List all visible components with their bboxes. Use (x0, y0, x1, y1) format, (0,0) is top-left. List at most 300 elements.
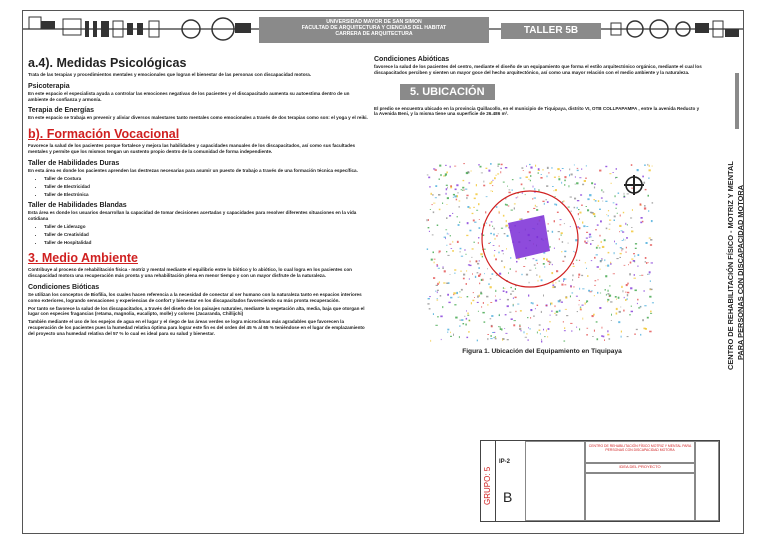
map-speck (508, 192, 510, 194)
map-speck (536, 209, 538, 211)
map-speck (482, 279, 483, 281)
map-speck (435, 197, 437, 198)
map-speck (609, 229, 611, 230)
map-speck (570, 296, 571, 298)
map-speck (511, 318, 513, 320)
map-speck (626, 247, 627, 249)
map-speck (621, 331, 622, 333)
map-speck (538, 280, 539, 282)
map-speck (565, 309, 567, 310)
map-speck (526, 176, 528, 178)
map-speck (582, 184, 584, 186)
map-speck (493, 245, 495, 246)
map-speck (479, 219, 480, 220)
map-speck (554, 177, 556, 178)
map-speck (546, 185, 548, 187)
map-speck (475, 276, 476, 278)
map-speck (486, 223, 487, 224)
map-speck (492, 273, 494, 275)
map-speck (489, 183, 491, 185)
map-speck (559, 299, 561, 301)
map-speck (611, 183, 612, 184)
ip-label: IP-2 (499, 459, 511, 465)
map-speck (481, 173, 483, 174)
map-speck (529, 164, 531, 165)
map-speck (627, 193, 629, 194)
map-speck (455, 317, 457, 319)
map-speck (573, 251, 574, 252)
map-speck (506, 248, 507, 249)
map-speck (506, 220, 507, 222)
map-speck (542, 169, 543, 170)
map-speck (507, 299, 509, 301)
map-speck (539, 276, 540, 278)
map-speck (586, 268, 587, 269)
map-speck (430, 209, 431, 210)
map-speck (427, 175, 429, 176)
map-speck (638, 254, 640, 256)
map-speck (524, 188, 525, 190)
map-speck (478, 203, 480, 205)
map-speck (515, 288, 516, 290)
sheet-title-cell (585, 463, 695, 473)
map-speck (535, 308, 536, 309)
map-speck (618, 297, 620, 299)
map-speck (461, 319, 463, 321)
map-speck (491, 181, 493, 182)
map-speck (499, 245, 500, 246)
map-speck (557, 212, 559, 213)
map-speck (490, 335, 492, 337)
map-speck (452, 250, 454, 252)
map-speck (596, 247, 598, 249)
sheet-number-cell (495, 441, 526, 521)
bioticas-text-2: Por tanto se favorece la salud de los discapacitados, a través del diseño de los paisajes naturales, mediante la vegetación alta, media, baja que otorgan el lugar con especies fragancias (retama, magnolia, eucalipto, molle) y colores (Jacaranda, Chillijchi) (28, 305, 365, 317)
map-speck (506, 291, 508, 293)
map-speck (633, 260, 635, 262)
map-speck (507, 339, 509, 340)
university-banner (259, 17, 489, 43)
map-speck (634, 278, 636, 279)
map-speck (636, 329, 638, 330)
map-speck (467, 171, 469, 173)
header (23, 11, 743, 47)
blandas-text: Esta área es donde los usuarios desarrollan la capacidad de tomar decisiones acertadas y capacidades para resolver diferentes situaciones en la vida cotidiana (28, 210, 357, 221)
map-speck (624, 265, 626, 266)
map-speck (647, 164, 648, 166)
map-speck (466, 283, 467, 285)
map-speck (599, 307, 601, 309)
map-speck (459, 291, 460, 292)
map-speck (473, 220, 475, 222)
map-speck (608, 290, 609, 292)
map-speck (531, 302, 533, 304)
map-speck (563, 200, 564, 202)
map-speck (505, 204, 506, 206)
map-speck (508, 206, 510, 207)
list-item: • Taller de Liderazgo (44, 224, 368, 229)
map-speck (519, 326, 521, 328)
map-speck (570, 323, 572, 324)
map-speck (525, 337, 527, 338)
map-speck (552, 264, 553, 265)
map-speck (594, 295, 595, 296)
map-speck (503, 182, 505, 183)
map-speck (487, 304, 488, 305)
map-speck (461, 189, 462, 190)
map-speck (477, 340, 478, 342)
map-speck (644, 207, 646, 209)
map-speck (627, 298, 628, 300)
map-speck (616, 243, 618, 244)
map-speck (512, 179, 514, 180)
map-speck (623, 212, 624, 214)
map-speck (573, 266, 575, 267)
map-speck (528, 295, 529, 297)
map-speck (625, 299, 626, 301)
map-speck (495, 296, 496, 297)
map-speck (631, 311, 633, 313)
map-speck (464, 189, 465, 190)
map-speck (621, 250, 622, 251)
map-speck (576, 260, 578, 261)
map-speck (618, 193, 620, 194)
map-speck (497, 173, 499, 174)
career-name: CARRERA DE ARQUITECTURA (335, 31, 413, 38)
map-speck (474, 198, 476, 200)
map-speck (621, 230, 623, 231)
map-speck (601, 258, 602, 259)
map-speck (563, 321, 564, 322)
map-speck (587, 241, 588, 242)
map-speck (478, 237, 479, 239)
vertical-title-line-1: CENTRO DE REHABILITACIÓN FÍSICO - MOTRIZ Y MENTAL (726, 161, 735, 370)
map-speck (482, 312, 484, 314)
map-speck (521, 274, 522, 275)
map-speck (615, 177, 617, 178)
map-speck (649, 271, 651, 273)
map-speck (564, 176, 566, 178)
map-speck (586, 238, 588, 239)
map-speck (594, 257, 596, 259)
map-speck (447, 255, 449, 256)
map-speck (627, 336, 629, 337)
map-speck (433, 211, 435, 213)
map-speck (555, 189, 557, 191)
map-speck (554, 248, 555, 249)
map-speck (611, 320, 612, 321)
map-speck (590, 236, 591, 237)
map-speck (641, 217, 643, 219)
map-speck (536, 274, 537, 276)
map-speck (530, 328, 531, 330)
map-speck (543, 295, 544, 297)
map-speck (491, 221, 493, 222)
map-speck (509, 312, 511, 313)
map-speck (613, 202, 615, 203)
map-speck (528, 179, 529, 180)
map-speck (645, 189, 647, 190)
map-speck (516, 271, 517, 273)
medio-title: 3. Medio Ambiente (28, 251, 138, 266)
map-speck (462, 187, 464, 189)
map-speck (599, 235, 600, 237)
map-speck (492, 185, 493, 186)
map-speck (589, 234, 591, 236)
taller-badge: TALLER 5B (501, 23, 601, 39)
map-speck (514, 203, 516, 204)
map-speck (564, 327, 565, 329)
map-speck (605, 289, 606, 291)
map-speck (537, 263, 538, 264)
map-speck (609, 173, 611, 174)
map-speck (510, 287, 512, 288)
map-speck (586, 334, 588, 335)
map-speck (547, 336, 548, 337)
map-speck (597, 292, 598, 294)
map-speck (538, 189, 539, 191)
map-speck (582, 318, 583, 320)
map-speck (509, 189, 511, 190)
map-speck (537, 305, 539, 306)
map-speck (448, 234, 449, 235)
map-speck (486, 196, 488, 197)
map-speck (647, 317, 649, 319)
map-speck (499, 213, 501, 214)
map-speck (594, 184, 596, 185)
map-speck (591, 260, 592, 261)
map-speck (556, 314, 558, 316)
map-speck (641, 275, 643, 276)
map-speck (453, 194, 455, 196)
sheet-title: IDEA DEL PROYECTO (619, 464, 661, 469)
map-speck (554, 286, 556, 288)
map-speck (600, 220, 602, 222)
map-speck (490, 233, 492, 234)
map-speck (644, 182, 646, 184)
map-speck (593, 199, 595, 200)
psico-intro: Trata de las terapias y procedimientos mentales y emocionales que logran el bienestar de las personas con discapacidad motora. (28, 72, 312, 77)
map-speck (649, 165, 650, 167)
map-speck (516, 197, 518, 198)
map-speck (584, 180, 586, 182)
map-speck (521, 218, 523, 220)
map-speck (520, 310, 522, 312)
map-speck (597, 224, 599, 225)
map-speck (587, 198, 589, 200)
map-speck (620, 307, 621, 308)
map-speck (534, 188, 535, 189)
map-speck (624, 297, 625, 298)
bioticas-title: Condiciones Bióticas (28, 283, 100, 291)
map-speck (576, 296, 578, 297)
map-speck (640, 306, 642, 307)
map-speck (535, 268, 536, 269)
map-speck (561, 302, 563, 303)
map-speck (633, 253, 635, 254)
map-speck (550, 315, 551, 316)
map-speck (510, 268, 511, 270)
map-speck (439, 281, 440, 283)
map-speck (500, 328, 502, 330)
map-speck (458, 224, 460, 226)
map-speck (558, 176, 559, 178)
map-speck (603, 336, 605, 338)
map-speck (575, 239, 577, 241)
map-speck (447, 329, 449, 331)
map-speck (629, 273, 631, 275)
map-speck (649, 238, 651, 239)
map-speck (435, 291, 436, 292)
map-speck (647, 274, 648, 275)
formacion-text: Favorece la salud de los pacientes porque fortalece y mejora las habilidades y capacidades manuales de los discapacitados, así como sus facultades mentales y permite que los mismos tengan un sustento propio dentro de la comunidad de forma independiente. (28, 143, 356, 154)
map-speck (591, 182, 593, 184)
map-speck (446, 217, 448, 219)
map-speck (604, 259, 605, 261)
map-speck (462, 190, 463, 191)
map-speck (607, 330, 608, 332)
map-speck (577, 200, 579, 201)
map-speck (469, 230, 471, 232)
map-speck (581, 168, 582, 169)
energias-text: En este espacio se trabaja en prevenir y aliviar diversos malestares tanto mentales como emocionales a través de dos terapias como son: el yoga y el reiki. (28, 115, 368, 121)
map-speck (547, 201, 549, 203)
map-speck (620, 247, 622, 248)
map-speck (645, 261, 646, 263)
map-speck (575, 184, 576, 185)
map-speck (473, 242, 475, 243)
map-speck (455, 189, 457, 191)
map-speck (648, 195, 650, 197)
medio-text: Contribuye al proceso de rehabilitación física - motriz y mental mediante el equilibrio entre lo biótico y lo abiótico, lo cual logra en los pacientes con discapacidad motora una recuperación más pronta y una rehabilitación plena en menor tiempo y con un mayor disfrute de la naturaleza. (28, 267, 352, 279)
map-speck (582, 222, 583, 224)
map-speck (546, 259, 548, 261)
map-speck (437, 290, 439, 291)
map-speck (502, 250, 504, 252)
map-speck (549, 262, 551, 264)
map-speck (525, 194, 526, 195)
grupo-cell (481, 441, 496, 521)
map-speck (447, 197, 449, 199)
psicoterapia-title: Psicoterapia (28, 82, 70, 90)
faculty-name: FACULTAD DE ARQUITECTURA Y CIENCIAS DEL HABITAT (301, 25, 447, 32)
map-speck (579, 328, 580, 330)
map-speck (634, 334, 636, 335)
map-speck (454, 273, 456, 274)
map-speck (561, 235, 562, 236)
map-speck (586, 165, 587, 166)
list-item: • Taller de Hospitalidad (44, 240, 368, 245)
map-speck (433, 277, 435, 279)
map-speck (514, 207, 515, 209)
map-speck (640, 275, 641, 276)
map-speck (637, 299, 638, 301)
map-speck (472, 248, 474, 249)
map-speck (585, 178, 586, 180)
map-speck (566, 315, 568, 316)
map-speck (428, 177, 430, 179)
map-speck (530, 180, 531, 182)
map-speck (561, 284, 563, 286)
map-speck (649, 331, 651, 333)
map-speck (445, 173, 447, 175)
map-speck (513, 304, 514, 306)
map-speck (471, 257, 472, 258)
map-speck (585, 262, 586, 263)
map-speck (560, 219, 562, 220)
map-speck (574, 164, 575, 165)
map-speck (498, 233, 499, 234)
map-speck (515, 297, 517, 299)
map-speck (432, 194, 434, 195)
map-speck (450, 274, 451, 275)
map-speck (533, 258, 535, 259)
map-speck (499, 314, 500, 316)
map-speck (487, 334, 489, 335)
map-speck (498, 252, 499, 254)
map-speck (523, 170, 524, 171)
map-speck (478, 242, 479, 244)
map-speck (648, 178, 649, 179)
map-speck (648, 210, 649, 212)
map-speck (586, 206, 587, 207)
map-speck (503, 287, 504, 289)
map-speck (631, 259, 633, 260)
map-speck (535, 165, 536, 167)
map-speck (609, 224, 611, 225)
map-speck (558, 231, 560, 232)
map-speck (538, 168, 540, 170)
map-caption: Figura 1. Ubicación del Equipamiento en Tiquipaya (462, 348, 622, 355)
map-speck (640, 203, 642, 205)
map-speck (652, 166, 653, 167)
map-speck (613, 172, 614, 173)
map-speck (602, 327, 603, 329)
map-speck (538, 172, 539, 174)
map-speck (479, 260, 480, 261)
map-speck (600, 269, 601, 270)
map-speck (492, 191, 493, 192)
map-speck (547, 176, 548, 178)
map-speck (449, 244, 451, 245)
map-speck (437, 300, 439, 301)
map-speck (523, 266, 525, 267)
map-speck (431, 193, 432, 195)
map-speck (609, 220, 611, 221)
map-speck (495, 290, 496, 292)
map-speck (623, 310, 624, 312)
b-label: B (503, 489, 513, 505)
map-speck (461, 289, 463, 291)
map-speck (494, 250, 495, 251)
map-speck (649, 274, 650, 275)
map-speck (459, 297, 460, 298)
map-speck (606, 228, 608, 230)
map-speck (548, 223, 549, 224)
map-speck (446, 245, 447, 246)
map-speck (454, 304, 456, 305)
map-speck (500, 171, 501, 173)
map-speck (466, 337, 468, 338)
map-speck (534, 264, 536, 265)
map-speck (439, 252, 440, 253)
map-speck (561, 232, 563, 234)
map-speck (446, 251, 447, 252)
map-speck (579, 300, 580, 301)
map-speck (492, 180, 493, 181)
map-speck (437, 283, 439, 285)
map-speck (642, 319, 644, 321)
